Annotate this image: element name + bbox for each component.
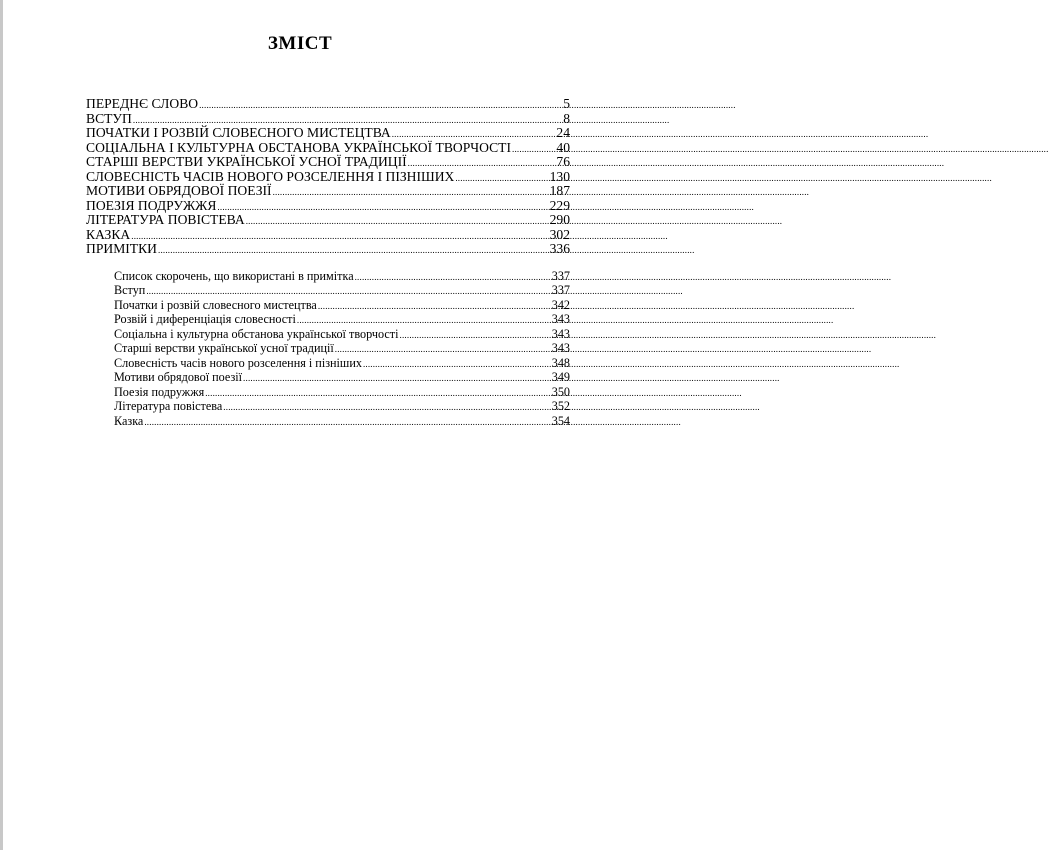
toc-dot-leader [144,415,550,430]
toc-subentry[interactable] [114,341,570,356]
toc-dot-leader [400,328,551,343]
toc-entry[interactable] [86,199,570,214]
toc-dot-leader [363,357,551,372]
toc-entry-page: 40 [556,139,570,155]
toc-dot-leader [455,171,548,186]
toc-entry-label: ПОЕЗІЯ ПОДРУЖЖЯ [86,197,217,213]
toc-dot-leader [199,98,562,113]
toc-entry[interactable] [86,141,570,156]
toc-entry[interactable] [86,155,570,170]
toc-subentry[interactable] [114,312,570,327]
toc-dot-leader [512,142,555,157]
toc-entry[interactable] [86,170,570,185]
toc-subentry-label: Старші верстви української усної традиції [114,341,334,355]
toc-entry-label: ВСТУП [86,110,132,126]
toc-subentry-label: Список скорочень, що використані в примітка [114,268,354,283]
toc-entry[interactable] [86,126,570,141]
toc-entry-label: ПОЧАТКИ І РОЗВІЙ СЛОВЕСНОГО МИСТЕЦТВА [86,125,391,140]
toc-subentry[interactable] [114,356,570,371]
toc-entry[interactable] [86,112,570,127]
toc-entry-label: СТАРШІ ВЕРСТВИ УКРАЇНСЬКОЇ УСНОЇ ТРАДИЦІЇ [86,154,407,169]
page-title: ЗМІСТ [267,33,333,54]
toc-subentry-label: Казка [114,413,144,428]
toc-subentry-label: Розвій і диференціація словесності [114,312,296,326]
table-of-contents [86,97,570,428]
toc-subentry-page: 337 [551,283,570,297]
toc-dot-leader [158,243,549,258]
toc-subentry[interactable] [114,399,570,414]
toc-subentry[interactable] [114,385,570,400]
toc-dot-leader [246,214,549,229]
toc-subentry[interactable] [114,298,570,313]
toc-subentry-label: Поезія подружжя [114,384,205,399]
toc-dot-leader [217,200,548,215]
toc-entry[interactable] [86,184,570,199]
toc-subentry[interactable] [114,269,570,284]
toc-subentry[interactable] [114,327,570,342]
toc-subentry[interactable] [114,283,570,298]
toc-entry-label: ПЕРЕДНЄ СЛОВО [86,96,199,111]
toc-dot-leader [243,371,551,386]
toc-subentry-page: 343 [551,326,570,341]
toc-subentry-label: Словесність часів нового розселення і пізніших [114,355,362,370]
toc-subentry-label: Мотиви обрядової поезії [114,370,243,384]
toc-entry-label: МОТИВИ ОБРЯДОВОЇ ПОЕЗІЇ [86,183,272,198]
toc-dot-leader [273,185,549,200]
toc-dot-leader [131,229,548,244]
toc-subentry-page: 337 [551,268,570,283]
toc-entry-label: СЛОВЕСНІСТЬ ЧАСІВ НОВОГО РОЗСЕЛЕННЯ І ПІЗНІШИХ [86,168,455,184]
toc-entry-page: 8 [563,110,570,126]
toc-subentry[interactable] [114,370,570,385]
toc-main-list [86,97,570,257]
toc-entry-page: 290 [549,212,570,227]
toc-entry-page: 130 [549,168,570,184]
toc-dot-leader [297,313,551,328]
toc-subentry-page: 352 [551,399,570,413]
toc-dot-leader [318,299,551,314]
toc-entry-page: 302 [549,226,570,242]
toc-entry-label: КАЗКА [86,226,131,242]
toc-entry-label: СОЦІАЛЬНА І КУЛЬТУРНА ОБСТАНОВА УКРАЇНСЬКОЇ ТВОРЧОСТІ [86,139,512,155]
toc-entry[interactable] [86,213,570,228]
toc-entry-label: ПРИМІТКИ [86,241,157,256]
toc-entry-page: 24 [556,125,570,140]
toc-dot-leader [205,386,550,401]
toc-entry[interactable] [86,242,570,257]
toc-subentry-label: Вступ [114,283,146,297]
toc-entry-page: 229 [549,197,570,213]
toc-subentry-page: 343 [551,341,570,355]
page-edge [0,0,3,850]
toc-subentry-page: 349 [551,370,570,384]
toc-subentry-label: Початки і розвій словесного мистецтва [114,297,317,312]
toc-dot-leader [146,284,550,299]
toc-entry-page: 336 [549,241,570,256]
toc-subentry-page: 343 [551,312,570,326]
toc-subentry-page: 350 [551,384,570,399]
toc-subentry[interactable] [114,414,570,429]
toc-entry-page: 187 [549,183,570,198]
toc-subentry-page: 348 [551,355,570,370]
toc-entry-page: 76 [556,154,570,169]
toc-entry-label: ЛІТЕРАТУРА ПОВІСТЕВА [86,212,245,227]
toc-entry-page: 5 [563,96,570,111]
toc-sub-list [114,269,570,429]
toc-dot-leader [355,270,551,285]
toc-entry[interactable] [86,228,570,243]
toc-entry[interactable] [86,97,570,112]
toc-dot-leader [335,342,551,357]
toc-subentry-label: Соціальна і культурна обстанова української творчості [114,326,399,341]
toc-subentry-page: 354 [551,413,570,428]
toc-subentry-label: Література повістева [114,399,223,413]
toc-dot-leader [223,400,550,415]
toc-subentry-page: 342 [551,297,570,312]
